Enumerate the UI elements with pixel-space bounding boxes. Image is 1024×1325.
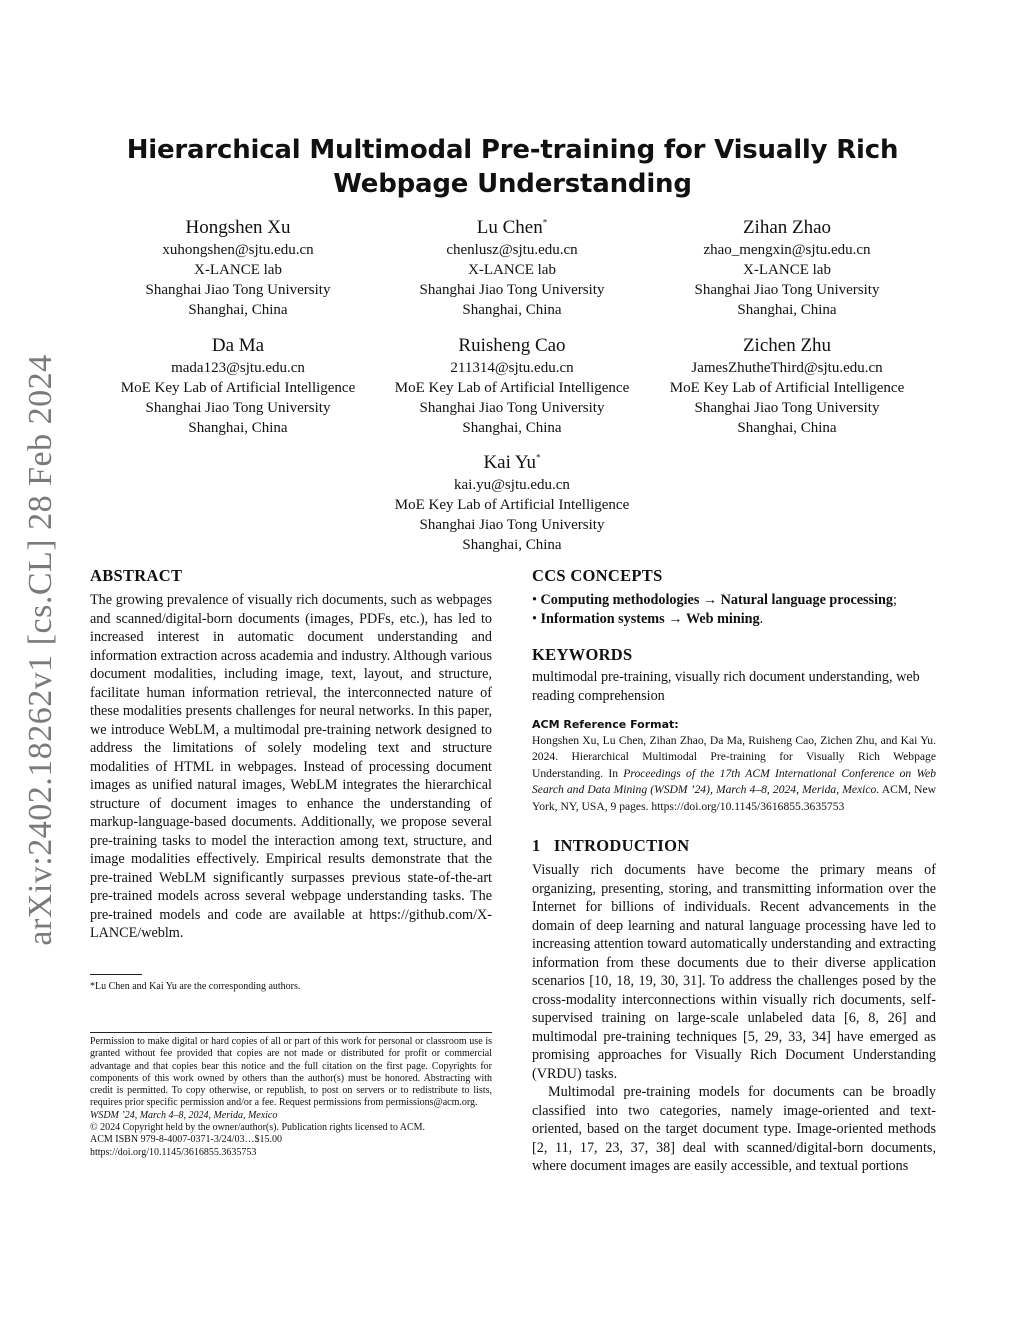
venue-line: WSDM ’24, March 4–8, 2024, Merida, Mexico bbox=[90, 1109, 278, 1121]
permission-divider bbox=[90, 1032, 492, 1033]
corresponding-mark: * bbox=[542, 217, 548, 228]
copyright-line: © 2024 Copyright held by the owner/author(s). Publication rights licensed to ACM. bbox=[90, 1122, 426, 1134]
author-email[interactable]: chenlusz@sjtu.edu.cn bbox=[446, 242, 578, 258]
author-affiliation: MoE Key Lab of Artificial Intelligence bbox=[394, 380, 630, 396]
author-block bbox=[98, 334, 378, 438]
author-affiliation: X-LANCE lab bbox=[194, 262, 282, 278]
keywords-heading: KEYWORDS bbox=[532, 645, 633, 664]
author-affiliation: X-LANCE lab bbox=[468, 262, 556, 278]
author-university: Shanghai Jiao Tong University bbox=[145, 282, 331, 298]
footnote-divider bbox=[90, 974, 142, 975]
corresponding-mark: * bbox=[536, 452, 541, 463]
author-name: Ruisheng Cao bbox=[458, 335, 566, 356]
author-affiliation: MoE Key Lab of Artificial Intelligence bbox=[120, 380, 356, 396]
author-university: Shanghai Jiao Tong University bbox=[419, 400, 605, 416]
author-block bbox=[647, 334, 927, 438]
author-location: Shanghai, China bbox=[462, 420, 562, 436]
author-affiliation: MoE Key Lab of Artificial Intelligence bbox=[669, 380, 905, 396]
author-email[interactable]: kai.yu@sjtu.edu.cn bbox=[454, 477, 570, 493]
author-university: Shanghai Jiao Tong University bbox=[694, 282, 880, 298]
author-block bbox=[372, 216, 652, 320]
author-email[interactable]: JamesZhutheThird@sjtu.edu.cn bbox=[691, 360, 883, 376]
ccs-line-2: • Information systems → Web mining. bbox=[532, 610, 764, 627]
arxiv-side-stamp: arXiv:2402.18262v1 [cs.CL] 28 Feb 2024 bbox=[22, 354, 59, 946]
author-email[interactable]: xuhongshen@sjtu.edu.cn bbox=[162, 242, 314, 258]
ccs-term: Natural language processing bbox=[720, 592, 894, 608]
author-location: Shanghai, China bbox=[737, 420, 837, 436]
acm-ref-heading: ACM Reference Format: bbox=[532, 718, 679, 731]
author-university: Shanghai Jiao Tong University bbox=[694, 400, 880, 416]
author-name: Hongshen Xu bbox=[185, 217, 291, 238]
acm-ref-text bbox=[532, 733, 936, 815]
author-block bbox=[647, 216, 927, 320]
author-email[interactable]: zhao_mengxin@sjtu.edu.cn bbox=[703, 242, 871, 258]
author-name: Zihan Zhao bbox=[742, 217, 832, 238]
corresponding-author-footnote: *Lu Chen and Kai Yu are the corresponding authors. bbox=[90, 981, 301, 992]
acm-ref-authors: Hongshen Xu, Lu Chen, Zihan Zhao, Da Ma, Ruisheng Cao, Zichen Zhu, and Kai Yu. 2024. Hierarchical Multimodal Pre-training for Visually Rich Webpage Understanding. In bbox=[532, 734, 936, 780]
keywords-text: multimodal pre-training, visually rich document understanding, web reading comprehension bbox=[532, 669, 920, 704]
intro-paragraph-2: Multimodal pre-training models for documents can be broadly classified into two categories, namely image-oriented and text-oriented, based on the target document type. Image-oriented methods [2, 11, 17, 23, 37, 38] deal with scanned/digital-born documents, where document images are easily accessible, and textual portions bbox=[532, 1084, 936, 1175]
ccs-term: Information systems bbox=[540, 610, 665, 627]
author-location: Shanghai, China bbox=[737, 302, 837, 318]
intro-heading: 1 INTRODUCTION bbox=[532, 836, 690, 856]
paper-title: Hierarchical Multimodal Pre-training for Visually Rich Webpage Understanding bbox=[126, 135, 899, 199]
author-location: Shanghai, China bbox=[462, 537, 562, 553]
isbn-line: ACM ISBN 979-8-4007-0371-3/24/03…$15.00 bbox=[90, 1134, 282, 1146]
ccs-line-1: • Computing methodologies → Natural language processing; bbox=[532, 592, 897, 608]
permission-text: Permission to make digital or hard copies of all or part of this work for personal or classroom use is granted without fee provided that copies are not made or distributed for profit or commercial advantage and that copies bear this notice and the full citation on the first page. Copyrights for components of this work owned by others than the author(s) must be honored. Abstracting with credit is permitted. To copy otherwise, or republish, to post on servers or to redistribute to lists, requires prior specific permission and/or a fee. Request permissions from permissions@acm.org. bbox=[90, 1036, 492, 1109]
intro-paragraph-1: Visually rich documents have become the primary means of organizing, presenting, storing, and transmitting information over the Internet for billions of individuals. Recent advancements in the domain of deep learning and natural language processing have led to increasing attention toward automatically understanding and extracting information from these documents due to their diverse application scenarios [10, 18, 19, 30, 31]. To address the challenges posed by the cross-modality interconnections within visually rich documents, self-supervised training on large-scale unlabeled data [6, 8, 26] and multimodal pre-training techniques [5, 29, 33, 34] have emerged as promising approaches for Visually Rich Document Understanding (VRDU) tasks. bbox=[532, 862, 936, 1082]
author-block bbox=[372, 334, 652, 438]
abstract-heading: ABSTRACT bbox=[90, 566, 183, 585]
abstract-section bbox=[90, 565, 492, 943]
author-location: Shanghai, China bbox=[462, 302, 562, 318]
author-university: Shanghai Jiao Tong University bbox=[145, 400, 331, 416]
ccs-term: Computing methodologies bbox=[540, 592, 700, 608]
ccs-heading: CCS CONCEPTS bbox=[532, 566, 663, 585]
acm-ref-proceedings: Proceedings of the 17th ACM International Conference on Web Search and Data Mining (WSDM ’24), March 4–8, 2024, Merida, Mexico. bbox=[532, 766, 936, 797]
author-university: Shanghai Jiao Tong University bbox=[419, 517, 605, 533]
acm-ref-tail: ACM, New York, NY, USA, 9 pages. https://doi.org/10.1145/3616855.3635753 bbox=[532, 783, 937, 813]
ccs-term: Web mining bbox=[685, 610, 760, 627]
permission-block bbox=[90, 1036, 492, 1159]
author-affiliation: X-LANCE lab bbox=[743, 262, 831, 278]
author-location: Shanghai, China bbox=[188, 302, 288, 318]
author-name: Da Ma bbox=[211, 335, 265, 356]
abstract-text: The growing prevalence of visually rich documents, such as webpages and scanned/digital-born documents (images, PDFs, etc.), has led to increased interest in automatic document understanding and information extraction across academia and industry. Although various document modalities, including image, text, layout, and structure, facilitate human information retrieval, the interconnected nature of these modalities presents challenges for neural networks. In this paper, we introduce WebLM, a multimodal pre-training network designed to address the limitations of solely modeling text and structure modalities of HTML in webpages. Instead of processing document images as unified natural images, WebLM integrates the hierarchical structure of document images to enhance the understanding of markup-language-based documents. Additionally, we propose several pre-training tasks to model the interaction among text, structure, and image modalities effectively. Empirical results demonstrate that the pre-trained WebLM significantly surpasses previous state-of-the-art pre-trained models across several webpage understanding tasks. The pre-trained models and code are available at https://github.com/X-LANCE/weblm. bbox=[90, 592, 492, 941]
author-email[interactable]: mada123@sjtu.edu.cn bbox=[171, 360, 305, 376]
author-location: Shanghai, China bbox=[188, 420, 288, 436]
author-block bbox=[372, 451, 652, 555]
author-block bbox=[98, 216, 378, 320]
right-column bbox=[532, 565, 936, 1176]
author-name: Kai Yu bbox=[483, 452, 537, 473]
doi-link[interactable]: https://doi.org/10.1145/3616855.3635753 bbox=[90, 1146, 257, 1158]
author-name: Zichen Zhu bbox=[742, 335, 832, 356]
author-affiliation: MoE Key Lab of Artificial Intelligence bbox=[394, 497, 630, 513]
author-university: Shanghai Jiao Tong University bbox=[419, 282, 605, 298]
author-email[interactable]: 211314@sjtu.edu.cn bbox=[450, 360, 574, 376]
author-name: Lu Chen bbox=[476, 217, 543, 238]
